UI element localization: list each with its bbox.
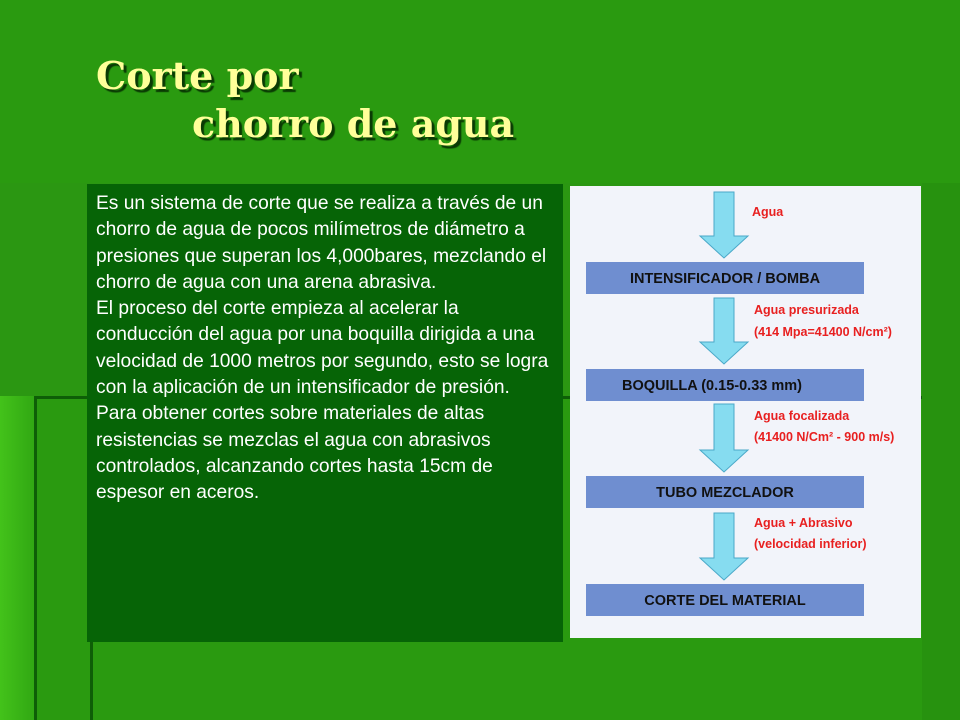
title-line-2: chorro de agua bbox=[192, 101, 515, 146]
background-left-strip bbox=[0, 396, 34, 720]
flow-arrow-4 bbox=[700, 513, 748, 580]
stage-label-intensificador: INTENSIFICADOR / BOMBA bbox=[629, 271, 821, 287]
description-paragraph-2: El proceso del corte empieza al acelerar la conducción del agua por una boquilla dirigida a una velocidad de 1000 metros por segundo, esto se logra con la aplicación de un intensificador de presión. bbox=[96, 298, 549, 399]
flow-arrow-2 bbox=[700, 298, 748, 364]
background-inner-line bbox=[90, 640, 93, 720]
flow-sublabel-agua-abrasivo: (velocidad inferior) bbox=[754, 537, 867, 551]
stage-label-corte: CORTE DEL MATERIAL bbox=[644, 593, 806, 609]
description-paragraph-1: Es un sistema de corte que se realiza a través de un chorro de agua de pocos milímetros de diámetro a presiones que superan los 4,000bares, mezclando el chorro de agua con una arena abrasiva. bbox=[96, 193, 547, 293]
description-paragraph-3: Para obtener cortes sobre materiales de altas resistencias se mezclas el agua con abrasivos controlados, alcanzando cortes hasta 15cm de espesor en aceros. bbox=[96, 403, 493, 504]
flow-label-agua-focalizada: Agua focalizada bbox=[754, 409, 850, 423]
process-flow-diagram bbox=[570, 186, 921, 638]
flow-label-agua-abrasivo: Agua + Abrasivo bbox=[754, 516, 853, 530]
flow-sublabel-agua-focalizada: (41400 N/Cm² - 900 m/s) bbox=[754, 430, 895, 444]
description-textbox bbox=[87, 184, 563, 642]
background-right-panel bbox=[922, 183, 960, 720]
stage-label-tubo-mezclador: TUBO MEZCLADOR bbox=[656, 485, 794, 501]
flow-sublabel-agua-presurizada: (414 Mpa=41400 N/cm²) bbox=[754, 325, 892, 339]
stage-label-boquilla: BOQUILLA (0.15-0.33 mm) bbox=[622, 378, 802, 394]
flow-label-agua-presurizada: Agua presurizada bbox=[754, 303, 859, 317]
slide-title bbox=[96, 52, 514, 148]
flow-label-agua: Agua bbox=[752, 205, 784, 219]
title-line-1: Corte por bbox=[96, 53, 299, 98]
flow-arrow-3 bbox=[700, 404, 748, 472]
flow-arrow-1 bbox=[700, 192, 748, 258]
background-left-line bbox=[34, 396, 37, 720]
